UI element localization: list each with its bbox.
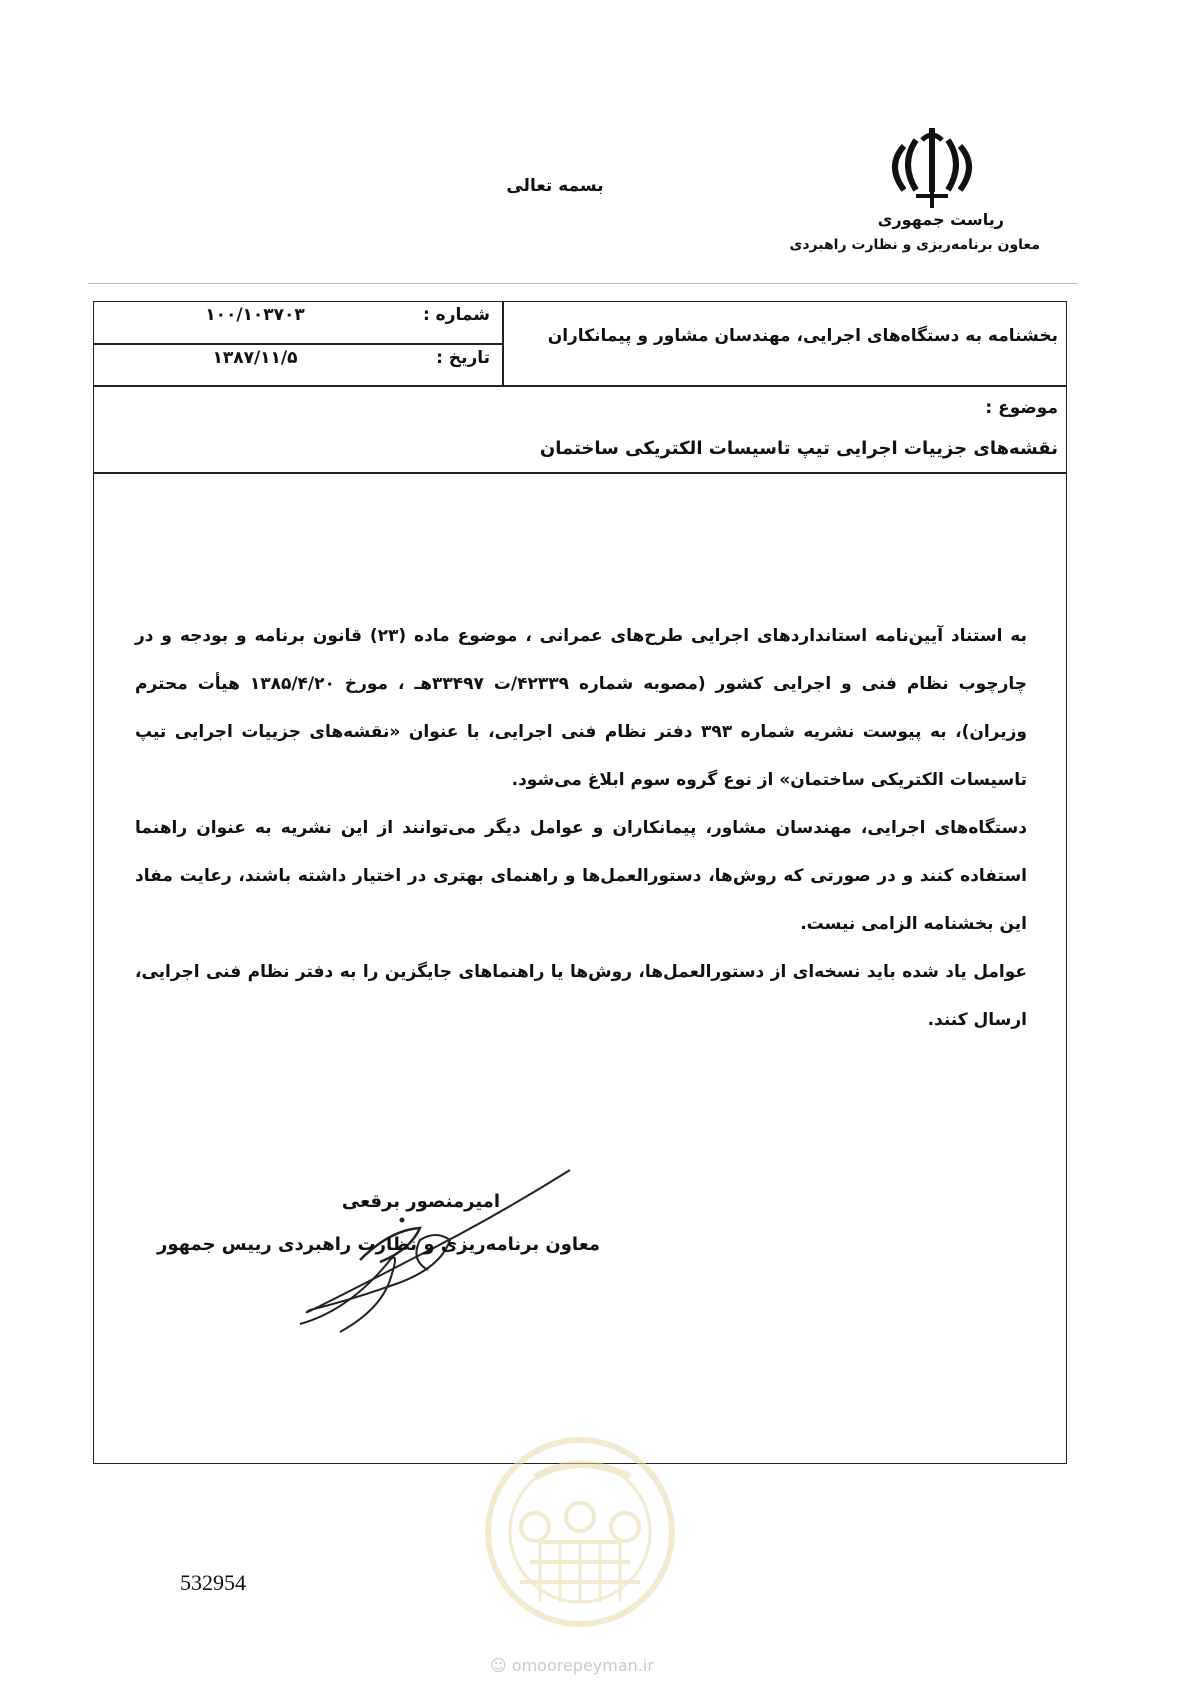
org-deputy: معاون برنامه‌ریزی و نظارت راهبردی xyxy=(789,237,1040,253)
basmala: بسمه تعالی xyxy=(506,176,604,196)
subject-row-divider xyxy=(93,472,1067,474)
header-separator xyxy=(88,283,1078,284)
org-presidency: ریاست جمهوری xyxy=(877,210,1004,229)
signatory-name: امیرمنصور برقعی xyxy=(341,1191,500,1212)
number-date-divider xyxy=(93,343,503,345)
document-number: 532954 xyxy=(180,1570,246,1595)
signatory-title: معاون برنامه‌ریزی و نظارت راهبردی رییس جمهور xyxy=(156,1234,600,1255)
omoorepeyman-stamp-logo xyxy=(480,1432,680,1632)
publication-title: نقشه‌های جزییات اجرایی تیپ تاسیسات الکتریکی ساختمان xyxy=(135,722,1027,790)
paragraph-2: دستگاه‌های اجرایی، مهندسان مشاور، پیمانکاران و عوامل دیگر می‌توانند از این نشریه به عنوان راهنما استفاده کنند و در صورتی که روش‌ها، دستورالعمل‌ها و راهنمای بهتری در اختیار داشته باشند، رعایت مفاد این بخشنامه الزامی نیست. xyxy=(135,818,1027,934)
number-label: شماره : xyxy=(422,305,490,325)
paragraph-1: به استناد آیین‌نامه استانداردهای اجرایی طرح‌های عمرانی ، موضوع ماده (۲۳) قانون برنامه و بودجه و در چارچوب نظام فنی و اجرایی کشور (مصوبه شماره ۴۲۳۳۹/ت ۳۳۴۹۷هـ ، مورخ ۱۳۸۵/۴/۲۰ هیأت محترم وزیران)، به پیوست نشریه شماره ۳۹۳ دفتر نظام فنی اجرایی، با عنوان «نقشه‌های جزییات اجرایی تیپ تاسیسات الکتریکی ساختمان» از نوع گروه سوم ابلاغ می‌شود. xyxy=(135,626,1027,790)
iran-emblem-logo xyxy=(886,120,978,220)
watermark-icon: ☺ xyxy=(490,1656,507,1675)
letter-date: ۱۳۸۷/۱۱/۵ xyxy=(212,348,298,368)
subject-label: موضوع : xyxy=(985,398,1058,418)
letter-number: ۱۰۰/۱۰۳۷۰۳ xyxy=(205,305,305,325)
circular-recipients: بخشنامه به دستگاه‌های اجرایی، مهندسان مشاور و پیمانکاران xyxy=(547,326,1058,346)
handwritten-signature xyxy=(240,1110,640,1350)
letterhead-organization xyxy=(680,210,1040,253)
letter-body xyxy=(135,612,1027,1044)
paragraph-3: عوامل یاد شده باید نسخه‌ای از دستورالعمل‌ها، روش‌ها یا راهنماهای جایگزین را به دفتر نظام فنی اجرایی، ارسال کنند. xyxy=(135,962,1027,1030)
subject-text: نقشه‌های جزییات اجرایی تیپ تاسیسات الکتریکی ساختمان xyxy=(539,438,1058,459)
header-row-divider xyxy=(93,385,1067,387)
website-watermark: ☺ omoorepeyman.ir xyxy=(490,1656,654,1675)
date-label: تاریخ : xyxy=(436,348,490,368)
